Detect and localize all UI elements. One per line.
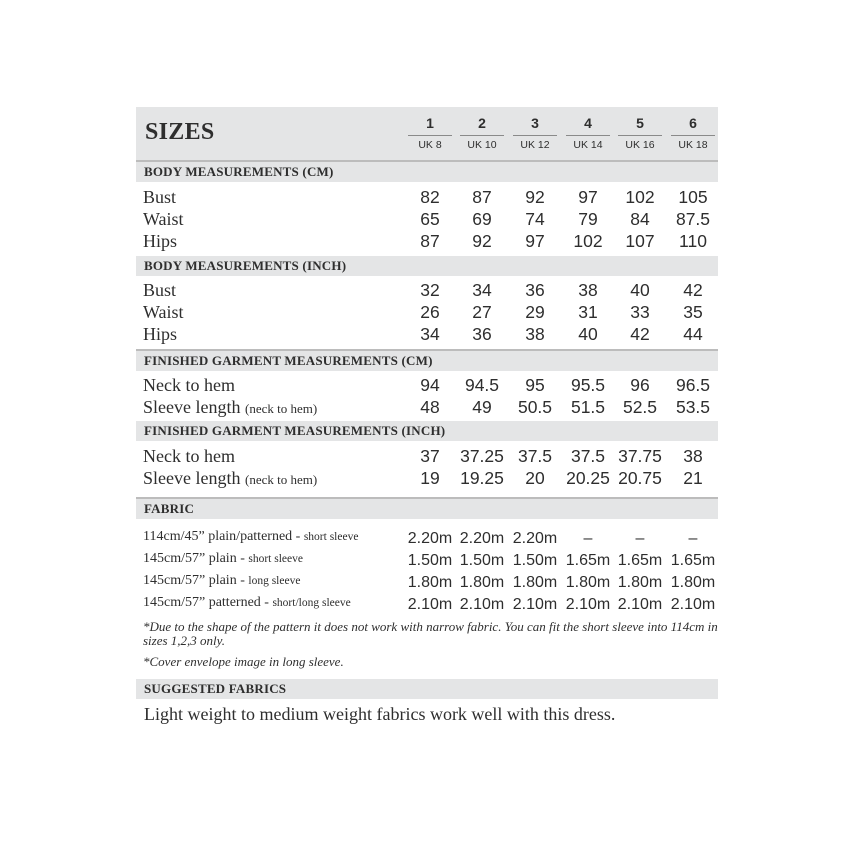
table-row	[136, 279, 718, 301]
section-garment-cm	[136, 371, 718, 421]
value-cell: 1.50m	[407, 552, 453, 569]
row-label	[143, 323, 177, 345]
value-cell: 31	[578, 302, 598, 322]
row-label-note: short sleeve	[248, 553, 303, 565]
size-number: 3	[531, 115, 539, 131]
table-row	[136, 396, 718, 418]
value-cell: 95	[525, 375, 545, 395]
value-cell: 1.80m	[407, 574, 453, 591]
suggested-fabrics-text: Light weight to medium weight fabrics work well with this dress.	[144, 704, 616, 724]
size-number: 5	[636, 115, 644, 131]
section-body-cm-title: BODY MEASUREMENTS (CM)	[136, 160, 718, 182]
value-cell: 48	[420, 397, 440, 417]
section-fabric-title: FABRIC	[136, 497, 718, 519]
value-cell: 1.65m	[565, 552, 611, 569]
value-cell: 2.10m	[407, 596, 453, 613]
value-cell: 19	[420, 468, 440, 488]
section-garment-inch	[136, 441, 718, 491]
value-cell: 35	[683, 302, 703, 322]
row-label	[143, 230, 177, 252]
row-label	[143, 549, 303, 569]
size-chart	[136, 107, 718, 727]
value-cell: 95.5	[570, 375, 606, 395]
value-cell: 105	[678, 187, 708, 207]
value-cell: 49	[472, 397, 492, 417]
value-cell: 33	[630, 302, 650, 322]
row-label	[143, 593, 351, 613]
value-cell: 27	[472, 302, 492, 322]
size-number: 2	[478, 115, 486, 131]
row-label-text: Bust	[143, 280, 177, 300]
row-label-note: short/long sleeve	[272, 597, 351, 609]
section-body-inch	[136, 276, 718, 349]
size-divider	[408, 135, 452, 136]
value-cell: 37.25	[460, 446, 504, 466]
value-cell: 65	[420, 209, 440, 229]
value-cell: 2.20m	[512, 530, 558, 547]
uk-size: UK 18	[678, 139, 708, 151]
value-cell: 94	[420, 375, 440, 395]
value-cell: 2.10m	[670, 596, 716, 613]
table-row	[136, 208, 718, 230]
row-label	[143, 396, 317, 420]
value-cell: 40	[630, 280, 650, 300]
value-cell: 34	[472, 280, 492, 300]
value-cell: –	[688, 530, 698, 547]
row-label	[143, 467, 317, 491]
value-cell: 53.5	[675, 397, 711, 417]
row-label-text: 145cm/57” patterned -	[143, 595, 273, 610]
size-number: 6	[689, 115, 697, 131]
size-divider	[513, 135, 557, 136]
value-cell: 38	[578, 280, 598, 300]
value-cell: 37.5	[517, 446, 553, 466]
sizes-header	[136, 107, 718, 160]
size-column-2	[456, 107, 508, 151]
row-label-text: Waist	[143, 302, 184, 322]
value-cell: 20.75	[618, 468, 662, 488]
table-row	[136, 374, 718, 396]
value-cell: 2.10m	[565, 596, 611, 613]
value-cell: 1.65m	[670, 552, 716, 569]
page-title: SIZES	[145, 119, 215, 145]
table-row	[136, 230, 718, 252]
value-cell: 87	[472, 187, 492, 207]
table-row	[136, 571, 718, 593]
value-cell: 107	[625, 231, 655, 251]
value-cell: 37.5	[570, 446, 606, 466]
row-label-text: Neck to hem	[143, 446, 235, 466]
row-label-text: Waist	[143, 209, 184, 229]
value-cell: 84	[630, 209, 650, 229]
row-label	[143, 374, 235, 396]
value-cell: 69	[472, 209, 492, 229]
fabric-note-narrow: *Due to the shape of the pattern it does not work with narrow fabric. You can fit the short sleeve into 114cm in sizes 1,2,3 only.	[143, 619, 718, 648]
uk-size: UK 14	[573, 139, 603, 151]
row-label-text: Hips	[143, 324, 178, 344]
value-cell: 79	[578, 209, 598, 229]
value-cell: 87.5	[675, 209, 711, 229]
row-label-note: long sleeve	[248, 575, 301, 587]
value-cell: 20	[525, 468, 545, 488]
value-cell: 2.10m	[617, 596, 663, 613]
value-cell: 51.5	[570, 397, 606, 417]
value-cell: 44	[683, 324, 703, 344]
uk-size: UK 16	[625, 139, 655, 151]
value-cell: 36	[472, 324, 492, 344]
section-body-inch-title: BODY MEASUREMENTS (INCH)	[136, 256, 718, 276]
size-number: 4	[584, 115, 592, 131]
value-cell: 96.5	[675, 375, 711, 395]
row-label-text: 145cm/57” plain -	[143, 551, 249, 566]
section-garment-inch-title: FINISHED GARMENT MEASUREMENTS (INCH)	[136, 421, 718, 441]
row-label-text: Hips	[143, 231, 178, 251]
row-label-text: Neck to hem	[143, 375, 235, 395]
value-cell: 97	[525, 231, 545, 251]
value-cell: 1.80m	[512, 574, 558, 591]
uk-size: UK 10	[467, 139, 497, 151]
value-cell: 92	[525, 187, 545, 207]
value-cell: 92	[472, 231, 492, 251]
value-cell: 38	[683, 446, 703, 466]
value-cell: 110	[679, 231, 707, 251]
value-cell: 1.80m	[565, 574, 611, 591]
value-cell: 42	[683, 280, 703, 300]
row-label-text: Sleeve length	[143, 468, 241, 488]
row-label	[143, 445, 235, 467]
value-cell: 36	[525, 280, 545, 300]
value-cell: 40	[578, 324, 598, 344]
table-row	[136, 549, 718, 571]
value-cell: 1.80m	[617, 574, 663, 591]
value-cell: 2.10m	[459, 596, 505, 613]
section-fabric	[136, 519, 718, 617]
row-label	[143, 208, 184, 230]
row-label	[143, 301, 184, 323]
value-cell: 96	[630, 375, 650, 395]
size-divider	[566, 135, 610, 136]
size-divider	[671, 135, 715, 136]
size-divider	[460, 135, 504, 136]
value-cell: 2.20m	[459, 530, 505, 547]
value-cell: 94.5	[464, 375, 500, 395]
size-column-3	[509, 107, 561, 151]
value-cell: 37.75	[618, 446, 662, 466]
value-cell: 1.50m	[512, 552, 558, 569]
value-cell: 37	[420, 446, 440, 466]
table-row	[136, 301, 718, 323]
value-cell: 97	[578, 187, 598, 207]
size-number: 1	[426, 115, 434, 131]
value-cell: 87	[420, 231, 440, 251]
section-suggested-title: SUGGESTED FABRICS	[136, 679, 718, 699]
value-cell: 26	[420, 302, 440, 322]
value-cell: 38	[525, 324, 545, 344]
row-label-text: 145cm/57” plain -	[143, 573, 249, 588]
size-column-6	[667, 107, 719, 151]
value-cell: 34	[420, 324, 440, 344]
value-cell: 1.80m	[670, 574, 716, 591]
value-cell: 1.80m	[459, 574, 505, 591]
value-cell: 102	[625, 187, 655, 207]
table-row	[136, 186, 718, 208]
row-label	[143, 186, 176, 208]
table-row	[136, 593, 718, 615]
row-label-note: (neck to hem)	[244, 401, 318, 416]
value-cell: 29	[525, 302, 545, 322]
value-cell: 1.65m	[617, 552, 663, 569]
row-label-text: Bust	[143, 187, 177, 207]
table-row	[136, 527, 718, 549]
value-cell: 1.50m	[459, 552, 505, 569]
row-label-note: (neck to hem)	[244, 472, 318, 487]
value-cell: –	[583, 530, 593, 547]
row-label-text: 114cm/45” plain/patterned -	[143, 529, 304, 544]
size-column-5	[614, 107, 666, 151]
size-divider	[618, 135, 662, 136]
value-cell: 32	[420, 280, 440, 300]
row-label	[143, 279, 176, 301]
row-label-text: Sleeve length	[143, 397, 241, 417]
uk-size: UK 12	[520, 139, 550, 151]
value-cell: 42	[630, 324, 650, 344]
table-row	[136, 445, 718, 467]
value-cell: –	[635, 530, 645, 547]
uk-size: UK 8	[418, 139, 442, 151]
value-cell: 21	[683, 468, 703, 488]
row-label	[143, 571, 300, 591]
value-cell: 19.25	[460, 468, 504, 488]
value-cell: 74	[525, 209, 545, 229]
row-label-note: short sleeve	[303, 531, 359, 543]
size-column-1	[404, 107, 456, 151]
table-row	[136, 467, 718, 489]
value-cell: 50.5	[517, 397, 553, 417]
table-row	[136, 323, 718, 345]
value-cell: 20.25	[566, 468, 610, 488]
row-label	[143, 527, 358, 547]
value-cell: 52.5	[622, 397, 658, 417]
value-cell: 102	[573, 231, 603, 251]
section-body-cm	[136, 182, 718, 256]
fabric-note-cover: *Cover envelope image in long sleeve.	[143, 654, 344, 669]
value-cell: 82	[420, 187, 440, 207]
value-cell: 2.20m	[407, 530, 453, 547]
size-column-4	[562, 107, 614, 151]
value-cell: 2.10m	[512, 596, 558, 613]
section-garment-cm-title: FINISHED GARMENT MEASUREMENTS (CM)	[136, 349, 718, 371]
